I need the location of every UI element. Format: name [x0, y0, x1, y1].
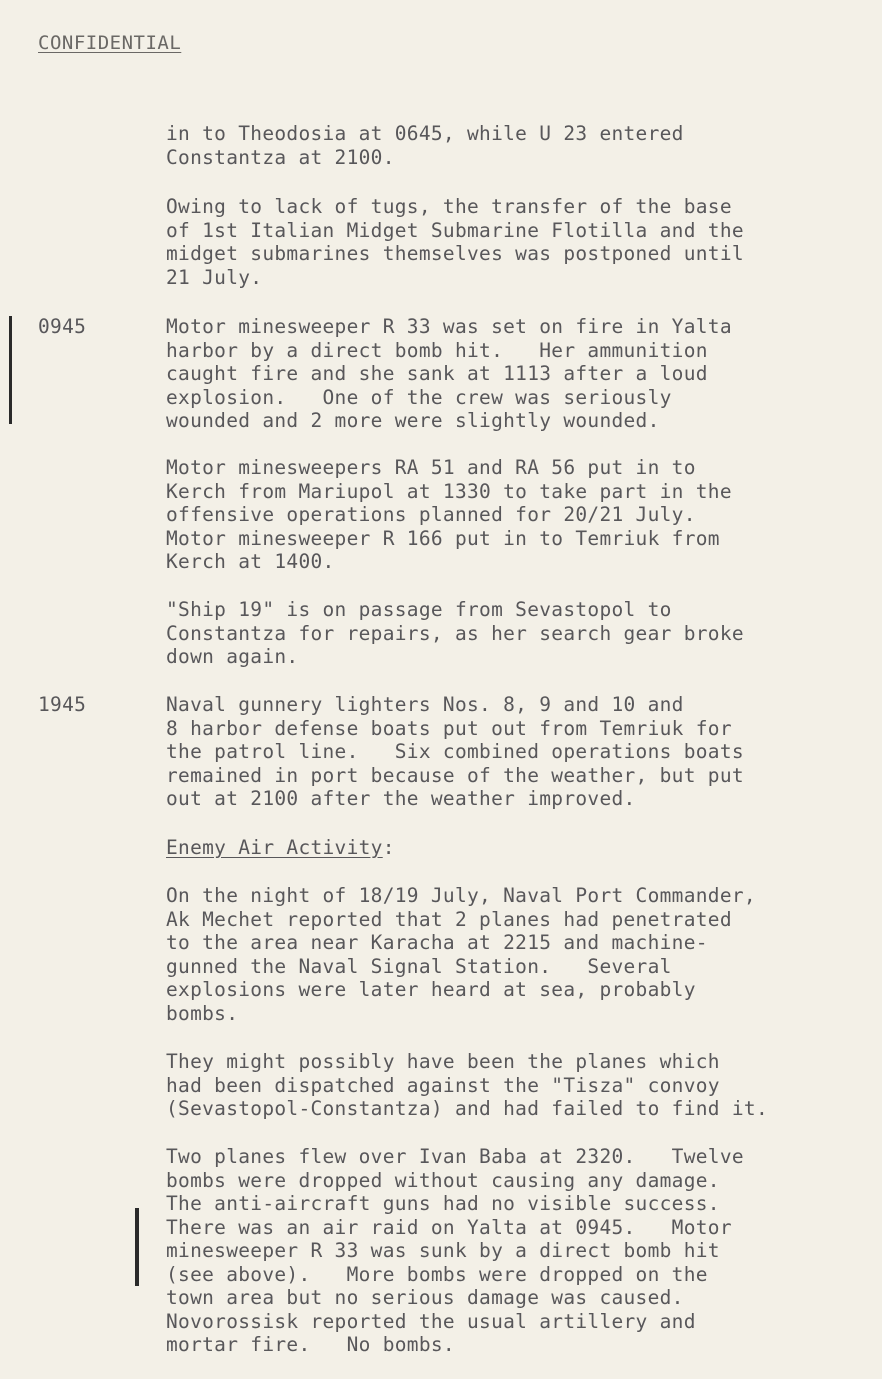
margin-revision-bar	[9, 316, 12, 424]
paragraph-tugs: Owing to lack of tugs, the transfer of the base of 1st Italian Midget Submarine Flotilla and the midget submarines themselves was postponed until 21 July.	[166, 195, 744, 289]
section-heading-colon: :	[382, 836, 395, 859]
margin-revision-bar-2	[135, 1208, 139, 1286]
time-entry-1945: 1945	[38, 693, 87, 716]
paragraph-ivan-baba: Two planes flew over Ivan Baba at 2320. Twelve bombs were dropped without causing any damage. The anti-aircraft guns had no visible success. There was an air raid on Yalta at 0945. Motor minesweeper R 33 was sunk by a direct bomb hit (see above). More bombs were dropped on the town area but no serious damage was caused. Novorossisk reported the usual artillery and mortar fire. No bombs.	[166, 1145, 744, 1356]
section-heading-text: Enemy Air Activity	[166, 836, 383, 859]
paragraph-r33-fire: Motor minesweeper R 33 was set on fire in Yalta harbor by a direct bomb hit. Her ammunition caught fire and she sank at 1113 after a loud explosion. One of the crew was seriously wounded and 2 more were slightly wounded.	[166, 315, 732, 432]
time-entry-0945: 0945	[38, 315, 87, 338]
classification-header: CONFIDENTIAL	[38, 32, 182, 54]
paragraph-gunnery-lighters: Naval gunnery lighters Nos. 8, 9 and 10 and 8 harbor defense boats put out from Temriuk for the patrol line. Six combined operations boats remained in port because of the weather, but put out at 2100 after the weather improved.	[166, 693, 744, 810]
paragraph-minesweepers: Motor minesweepers RA 51 and RA 56 put in to Kerch from Mariupol at 1330 to take part in the offensive operations planned for 20/21 July. Motor minesweeper R 166 put in to Temriuk from Kerch at 1400.	[166, 456, 732, 573]
section-heading	[166, 836, 395, 860]
paragraph-tisza-convoy: They might possibly have been the planes which had been dispatched against the "Tisza" convoy (Sevastopol-Constantza) and had failed to find it.	[166, 1050, 768, 1120]
paragraph-night-attack: On the night of 18/19 July, Naval Port Commander, Ak Mechet reported that 2 planes had penetrated to the area near Karacha at 2215 and machine- gunned the Naval Signal Station. Several explosions were later heard at sea, probably bombs.	[166, 884, 756, 1025]
paragraph-ship19: "Ship 19" is on passage from Sevastopol to Constantza for repairs, as her search gear broke down again.	[166, 598, 744, 668]
paragraph-theodosia: in to Theodosia at 0645, while U 23 entered Constantza at 2100.	[166, 122, 684, 169]
